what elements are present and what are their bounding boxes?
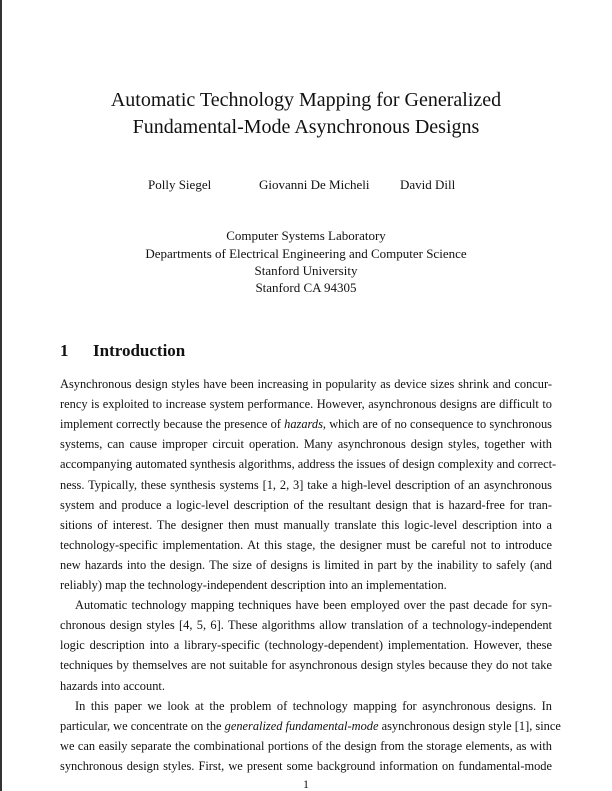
body-line: Automatic technology mapping techniques have been employed over the past decade for syn- <box>75 598 552 613</box>
body-line: Asynchronous design styles have been increasing in popularity as device sizes shrink and concur- <box>60 377 552 391</box>
body-line: sitions of interest. The designer then must manually translate this logic-level description into a <box>60 517 552 532</box>
body-line: hazards into account. <box>60 678 165 693</box>
body-line: we can easily separate the combinational portions of the design from the storage elements, as with <box>60 738 552 753</box>
body-line: systems, can cause improper circuit operation. Many asynchronous design styles, together with <box>60 437 552 452</box>
body-line: particular, we concentrate on the generalized fundamental-mode asynchronous design style [1], since <box>60 718 561 733</box>
body-line: chronous design styles [4, 5, 6]. These algorithms allow translation of a technology-independent <box>60 618 552 633</box>
title-line-1: Automatic Technology Mapping for Generalized <box>110 89 502 111</box>
page-number: 1 <box>303 777 309 791</box>
body-line: implement correctly because the presence of hazards, which are of no consequence to synchronous <box>60 417 552 432</box>
affiliation-address: Stanford CA 94305 <box>255 280 357 295</box>
title-line-2: Fundamental-Mode Asynchronous Designs <box>132 116 480 138</box>
affiliation-dept: Departments of Electrical Engineering and Computer Science <box>145 246 467 261</box>
author-3: David Dill <box>400 177 456 192</box>
body-line: ness. Typically, these synthesis systems [1, 2, 3] take a high-level description of an asynchronous <box>60 477 552 492</box>
body-line: rency is exploited to increase system performance. However, asynchronous designs are difficult to <box>60 397 552 412</box>
affiliation-lab: Computer Systems Laboratory <box>226 228 386 243</box>
author-2: Giovanni De Micheli <box>259 177 370 192</box>
body-line: accompanying automated synthesis algorithms, address the issues of design complexity and correct- <box>60 457 557 472</box>
body-line: new hazards into the design. The size of designs is limited in part by the inability to safely (and <box>60 557 552 572</box>
body-line: logic description into a library-specific (technology-dependent) implementation. However, these <box>60 638 552 653</box>
section-number: 1 <box>60 341 69 360</box>
body-line: system and produce a logic-level description of the resultant design that is hazard-free for tran- <box>60 497 552 512</box>
section-heading <box>60 341 185 361</box>
body-line: In this paper we look at the problem of technology mapping for asynchronous designs. In <box>75 698 552 713</box>
body-line: techniques by themselves are not suitable for asynchronous design styles because they do not take <box>60 658 552 673</box>
body-line: technology-specific implementation. At this stage, the designer must be careful not to introduce <box>60 537 552 552</box>
section-title: Introduction <box>93 341 186 360</box>
affiliation-univ: Stanford University <box>254 263 358 278</box>
body-line: reliably) map the technology-independent description into an implementation. <box>60 578 447 592</box>
author-1: Polly Siegel <box>148 177 212 192</box>
body-line: synchronous design styles. First, we present some background information on fundamental-mode <box>60 758 552 773</box>
